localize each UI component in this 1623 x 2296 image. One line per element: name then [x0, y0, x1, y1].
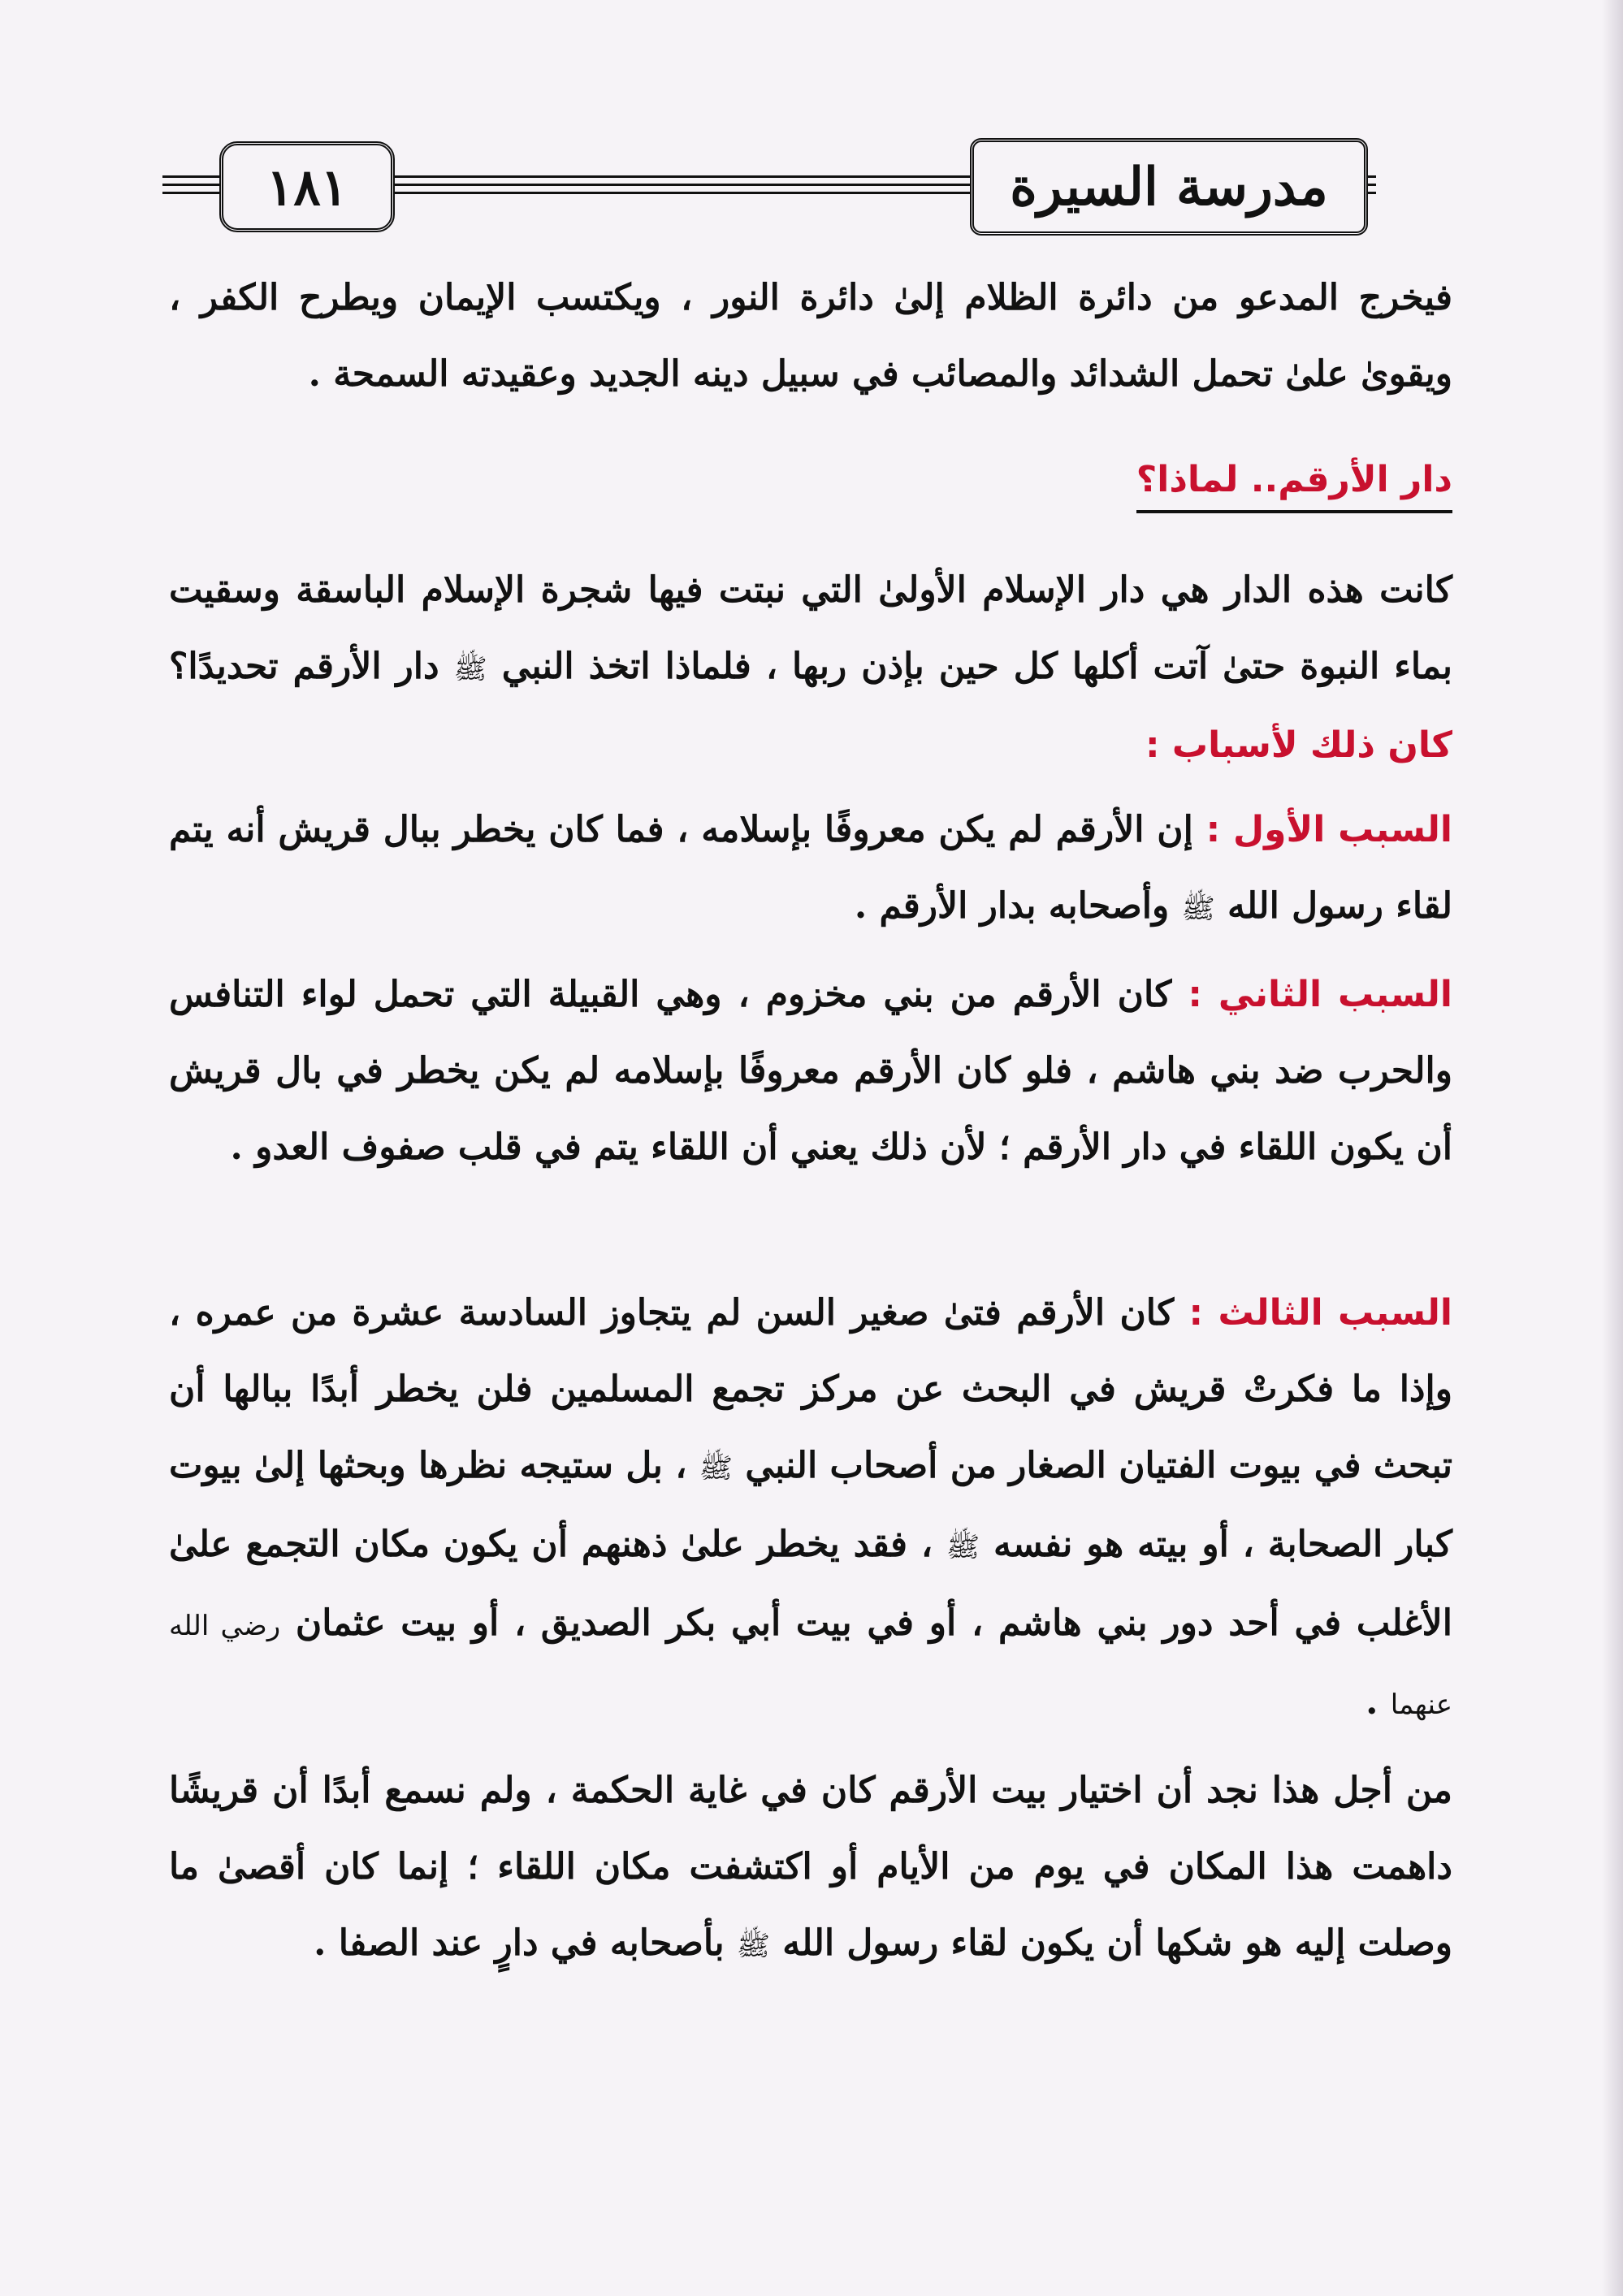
section-heading: دار الأرقم.. لماذا؟	[1136, 459, 1452, 513]
conclusion-text: بأصحابه في دارٍ عند الصفا .	[314, 1922, 725, 1964]
reason-text: ، بل ستيجه نظرها وبحثها إلىٰ بيوت كبار الصحابة ، أو بيته هو نفسه	[169, 1445, 1452, 1565]
conclusion-text: من أجل هذا نجد أن اختيار بيت الأرقم كان في غاية الحكمة ، ولم نسمع أبدًا أن قريشًا داهمت هذا المكان في يوم من الأيام أو اكتشفت مكان اللقاء ؛ إنما كان أقصىٰ ما وصلت إليه هو شكها أن يكون لقاء رسول الله	[169, 1770, 1452, 1964]
reason-first	[169, 792, 1452, 947]
pbuh-glyph: ﷺ	[736, 1930, 770, 1962]
reason-third	[169, 1275, 1452, 1743]
radiallahu-anhuma-glyph: رضي الله عنهما	[169, 1610, 1452, 1721]
intro-paragraph	[169, 260, 1452, 413]
reason-label: السبب الثالث :	[1188, 1292, 1452, 1334]
pbuh-glyph: ﷺ	[946, 1531, 980, 1563]
reason-text: كان الأرقم فتىٰ صغير السن لم يتجاوز السادسة عشرة من عمره ، وإذا ما فكرتْ قريش في البحث عن مركز تجمع المسلمين فلن يخطر أبدًا ببالها أن تبحث في بيوت الفتيان الصغار من أصحاب النبي	[169, 1292, 1452, 1486]
paragraph-text: دار الأرقم تحديدًا؟	[169, 646, 439, 687]
page-number: ١٨١	[219, 141, 395, 232]
reason-second	[169, 957, 1452, 1186]
reason-label: السبب الأول :	[1205, 809, 1452, 850]
pbuh-glyph: ﷺ	[699, 1452, 733, 1485]
page-header	[162, 138, 1376, 227]
pbuh-glyph: ﷺ	[453, 653, 487, 685]
reason-text: إن الأرقم لم يكن معروفًا بإسلامه ، فما كان يخطر ببال قريش أنه يتم لقاء رسول الله	[169, 809, 1452, 927]
reasons-intro: كان ذلك لأسباب :	[1145, 724, 1452, 766]
reason-text: ، فقد يخطر علىٰ ذهنهم أن يكون مكان التجمع علىٰ الأغلب في أحد دور بني هاشم ، أو في بيت أبي بكر الصديق ، أو بيت عثمان	[169, 1524, 1452, 1644]
reason-text: كان الأرقم من بني مخزوم ، وهي القبيلة التي تحمل لواء التنافس والحرب ضد بني هاشم ، فلو كان الأرقم معروفًا بإسلامه لم يكن يخطر في بال قريش أن يكون اللقاء في دار الأرقم ؛ لأن ذلك يعني أن اللقاء يتم في قلب صفوف العدو .	[169, 974, 1452, 1168]
reason-text: وأصحابه بدار الأرقم .	[854, 885, 1170, 927]
reason-label: السبب الثاني :	[1188, 974, 1452, 1015]
book-title: مدرسة السيرة	[970, 138, 1368, 236]
pbuh-glyph: ﷺ	[1181, 893, 1215, 925]
reason-text: .	[1365, 1681, 1378, 1723]
conclusion-paragraph	[169, 1753, 1452, 1984]
page-edge-shadow	[1602, 0, 1623, 2296]
intro-text: فيخرج المدعو من دائرة الظلام إلىٰ دائرة النور ، ويكتسب الإيمان ويطرح الكفر ، ويقوىٰ علىٰ تحمل الشدائد والمصائب في سبيل دينه الجديد وعقيدته السمحة .	[169, 277, 1452, 395]
paragraph-why-dar-al-arqam	[169, 552, 1452, 784]
paragraph-text: كانت هذه الدار هي دار الإسلام الأولىٰ التي نبتت فيها شجرة الإسلام الباسقة وسقيت بماء النبوة حتىٰ آتت أكلها كل حين بإذن ربها ، فلماذا اتخذ النبي	[169, 569, 1453, 687]
